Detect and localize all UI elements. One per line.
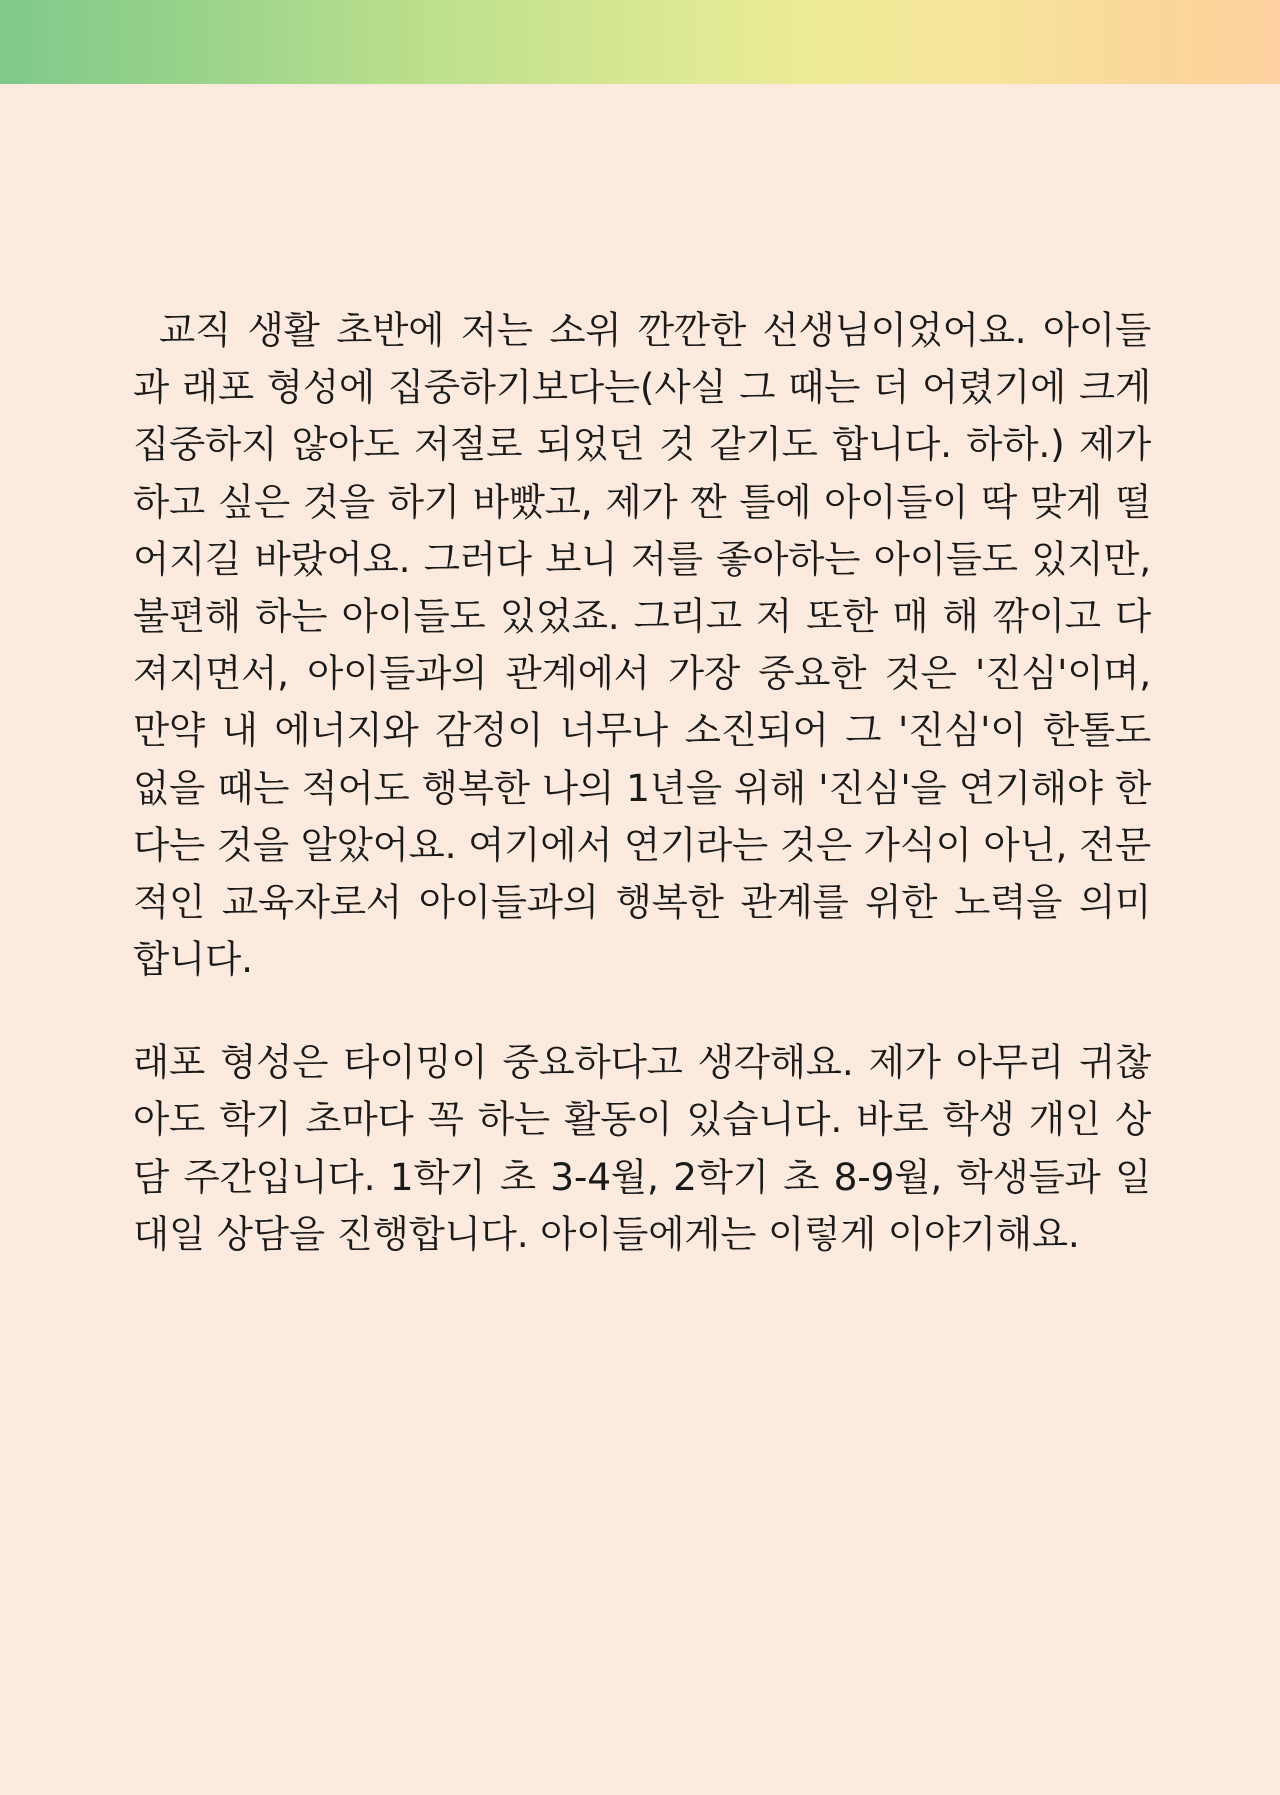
body-text-block bbox=[133, 302, 1151, 1263]
document-content-area bbox=[0, 84, 1280, 1795]
decorative-gradient-band bbox=[0, 0, 1280, 84]
paragraph-2: 래포 형성은 타이밍이 중요하다고 생각해요. 제가 아무리 귀찮아도 학기 초마다 꼭 하는 활동이 있습니다. 바로 학생 개인 상담 주간입니다. 1학기 초 3-4월, 2학기 초 8-9월, 학생들과 일대일 상담을 진행합니다. 아이들에게는 이렇게 이야기해요. bbox=[133, 1040, 1151, 1256]
paragraph-1: 교직 생활 초반에 저는 소위 깐깐한 선생님이었어요. 아이들과 래포 형성에 집중하기보다는(사실 그 때는 더 어렸기에 크게 집중하지 않아도 저절로 되었던 것 같기도 합니다. 하하.) 제가 하고 싶은 것을 하기 바빴고, 제가 짠 틀에 아이들이 딱 맞게 떨어지길 바랐어요. 그러다 보니 저를 좋아하는 아이들도 있지만, 불편해 하는 아이들도 있었죠. 그리고 저 또한 매 해 깎이고 다져지면서, 아이들과의 관계에서 가장 중요한 것은 '진심'이며, 만약 내 에너지와 감정이 너무나 소진되어 그 '진심'이 한톨도 없을 때는 적어도 행복한 나의 1년을 위해 '진심'을 연기해야 한다는 것을 알았어요. 여기에서 연기라는 것은 가식이 아닌, 전문적인 교육자로서 아이들과의 행복한 관계를 위한 노력을 의미합니다. bbox=[133, 308, 1151, 982]
